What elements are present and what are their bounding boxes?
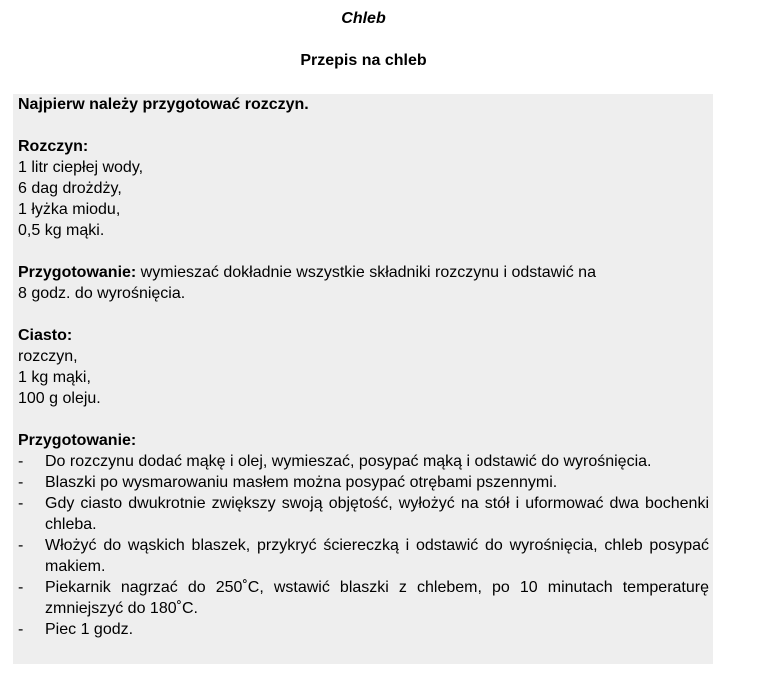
prep-step-text: Do rozczynu dodać mąkę i olej, wymieszać, posypać mąką i odstawić do wyrośnięcia. bbox=[45, 453, 652, 470]
prep-step bbox=[18, 619, 709, 640]
spacer bbox=[18, 115, 709, 136]
starter-prep-line-2: 8 godz. do wyrośnięcia. bbox=[18, 285, 186, 302]
spacer bbox=[18, 409, 709, 430]
dough-prep-heading: Przygotowanie: bbox=[18, 432, 137, 449]
starter-item: 1 litr ciepłej wody, bbox=[18, 159, 144, 176]
document-title: Chleb bbox=[341, 10, 386, 27]
list-bullet: - bbox=[18, 495, 24, 512]
prep-step bbox=[18, 535, 709, 577]
list-bullet: - bbox=[18, 537, 24, 554]
dough-heading: Ciasto: bbox=[18, 327, 73, 344]
prep-step bbox=[18, 451, 709, 472]
list-bullet: - bbox=[18, 453, 24, 470]
prep-step-text: Włożyć do wąskich blaszek, przykryć ściereczką i odstawić do wyrośnięcia, chleb posypać makiem. bbox=[45, 537, 709, 575]
recipe-box bbox=[13, 94, 713, 664]
starter-prep-text: wymieszać dokładnie wszystkie składniki rozczynu i odstawić na bbox=[136, 264, 596, 281]
dough-item: rozczyn, bbox=[18, 348, 78, 365]
prep-step-text: Piekarnik nagrzać do 250˚C, wstawić blaszki z chlebem, po 10 minutach temperaturę zmniejszyć do 180˚C. bbox=[45, 579, 709, 617]
prep-step bbox=[18, 472, 709, 493]
starter-heading: Rozczyn: bbox=[18, 138, 89, 155]
intro-text: Najpierw należy przygotować rozczyn. bbox=[18, 96, 309, 113]
spacer bbox=[18, 241, 709, 262]
list-bullet: - bbox=[18, 474, 24, 491]
starter-item: 1 łyżka miodu, bbox=[18, 201, 121, 218]
prep-step bbox=[18, 493, 709, 535]
prep-step-text: Gdy ciasto dwukrotnie zwiększy swoją objętość, wyłożyć na stół i uformować dwa bochenki chleba. bbox=[45, 495, 709, 533]
list-bullet: - bbox=[18, 621, 24, 638]
starter-prep-label: Przygotowanie: bbox=[18, 264, 137, 281]
dough-item: 100 g oleju. bbox=[18, 390, 101, 407]
starter-prep-line-1 bbox=[18, 262, 709, 283]
prep-step bbox=[18, 577, 709, 619]
list-bullet: - bbox=[18, 579, 24, 596]
spacer bbox=[18, 304, 709, 325]
document-subtitle: Przepis na chleb bbox=[300, 52, 427, 69]
dough-item: 1 kg mąki, bbox=[18, 369, 91, 386]
prep-step-text: Blaszki po wysmarowaniu masłem można posypać otrębami pszennymi. bbox=[45, 474, 558, 491]
prep-step-text: Piec 1 godz. bbox=[45, 621, 134, 638]
starter-item: 6 dag drożdży, bbox=[18, 180, 122, 197]
starter-item: 0,5 kg mąki. bbox=[18, 222, 105, 239]
